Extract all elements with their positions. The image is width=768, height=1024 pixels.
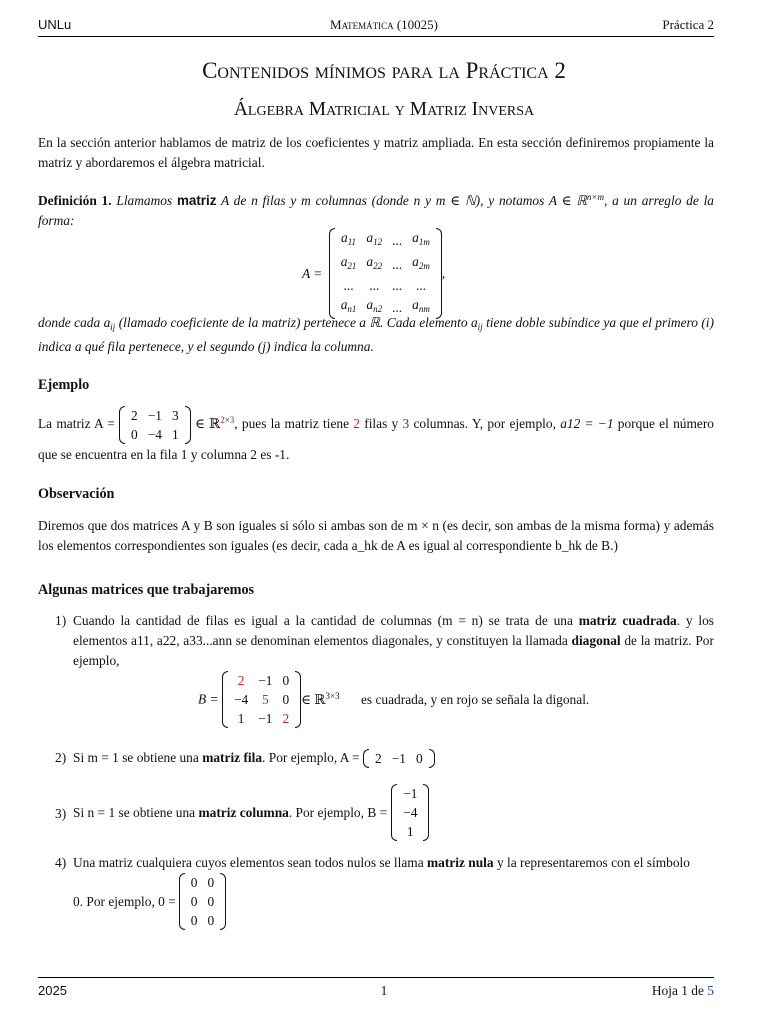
- item2-text-a: Si m = 1 se obtiene una: [73, 750, 199, 765]
- matrix-cell: 3: [171, 408, 179, 423]
- matrix-cell: $a_{12}$: [366, 230, 383, 247]
- example-text-e: columnas. Y, por ejemplo,: [413, 416, 556, 432]
- matrix-cell: 5: [261, 692, 269, 707]
- matrix-cell: $a_{11}$: [341, 230, 357, 247]
- item3-matrix: [398, 784, 422, 841]
- item2-bold: matriz fila: [202, 750, 263, 765]
- matrix-cell: ...: [343, 278, 354, 293]
- item3-num: 3): [55, 806, 67, 821]
- item1-in: ∈ ℝ: [301, 692, 326, 707]
- definition-after-sub: ij: [110, 322, 116, 332]
- matrix-cell: 2: [374, 751, 382, 767]
- item1-bold-a: matriz cuadrada: [578, 613, 677, 628]
- definition-matrix-lhs: A =: [302, 265, 323, 281]
- some-matrices-heading: Algunas matrices que trabajaremos: [38, 582, 255, 598]
- matrix-cell: 2: [237, 673, 245, 688]
- example-rows: 2: [353, 416, 360, 432]
- item1-caption: es cuadrada, y en rojo se señala la digonal.: [360, 691, 590, 707]
- definition-after-a: donde cada a: [38, 315, 111, 330]
- matrix-cell: ...: [392, 232, 403, 248]
- item1-text-a: Cuando la cantidad de filas es igual a la cantidad de columnas (m = n) se trata de una: [73, 613, 573, 628]
- matrix-cell: $a_{n2}$: [366, 297, 383, 314]
- matrix-cell: 1: [237, 711, 245, 726]
- item1-text-b: . y los elementos a11, a22, a33...ann se denominan elementos diagonales, y constituyen la llamada: [73, 613, 714, 648]
- matrix-cell: $a_{nm}$: [412, 297, 430, 314]
- matrix-cell: 0: [131, 427, 138, 442]
- example-sup-x: ×: [224, 415, 230, 426]
- example-paragraph: [38, 406, 714, 466]
- matrix-cell: $a_{21}$: [340, 254, 357, 271]
- example-text-b: ∈ ℝ: [194, 416, 221, 432]
- matrix-cell: 2: [131, 408, 138, 423]
- footer-left: 2025: [38, 983, 67, 998]
- footer-right-label: Hoja 1 de: [651, 983, 704, 998]
- matrix-cell: $a_{n1}$: [340, 297, 357, 314]
- example-sup-cols: 3: [229, 415, 235, 426]
- definition-term: matriz: [176, 193, 217, 208]
- item2-text-b: . Por ejemplo, A =: [262, 750, 360, 765]
- matrix-cell: −4: [403, 805, 418, 820]
- matrix-cell: 0: [415, 751, 423, 767]
- item2-num: 2): [55, 750, 67, 765]
- matrix-cell: ...: [392, 278, 403, 293]
- matrix-cell: 0: [207, 913, 215, 928]
- matrix-cell: ...: [415, 278, 427, 293]
- item1-text-c: de la matriz. Por ejemplo,: [73, 633, 714, 668]
- list-item-3: [55, 784, 714, 841]
- footer-page: 1: [380, 983, 388, 998]
- example-text-d: filas y: [364, 416, 399, 432]
- item3-text-a: Si n = 1 se obtiene una: [73, 804, 196, 820]
- example-heading: Ejemplo: [38, 377, 90, 393]
- example-text-f: porque el número que se encuentra en la fila 1 y columna 2 es -1.: [38, 416, 714, 462]
- item4-text-a: Una matriz cualquiera cuyos elementos sean todos nulos se llama: [73, 855, 424, 870]
- header-center: Matemática (10025): [330, 17, 438, 32]
- definition-text-a: Llamamos: [116, 193, 173, 208]
- example-a12: a12 = −1: [560, 416, 614, 432]
- item1-sup: 3×3: [325, 691, 340, 701]
- item1-num: 1): [55, 613, 67, 628]
- item3-bold: matriz columna: [198, 804, 289, 820]
- matrix-cell: −4: [147, 427, 162, 442]
- item4-text-b: y la representaremos con el símbolo: [496, 855, 690, 870]
- matrix-cell: 0: [207, 875, 215, 890]
- definition-after: [38, 313, 714, 357]
- item4-bold: matriz nula: [427, 855, 494, 870]
- matrix-cell: 1: [406, 824, 414, 839]
- example-text-a: La matriz A =: [38, 416, 115, 432]
- matrix-cell: −1: [147, 408, 162, 423]
- item4-matrix: [186, 873, 219, 930]
- example-cols: 3: [402, 416, 410, 432]
- matrix-cell: $a_{2m}$: [412, 254, 430, 271]
- matrix-cell: −4: [233, 692, 249, 707]
- matrix-cell: ...: [392, 256, 403, 272]
- item1-lhs: B =: [198, 691, 219, 707]
- definition-matrix: A = $a_{11}$ $a_{12}$ ... $a_{1m}$ $a_{21}$ $a_{22}$ ... $a_{2m}$ ... ... ... ... $a_{n1}$ $a_{n2}$ ... $a_{nm}$ ,: [302, 228, 445, 319]
- definition-matrix-table: [336, 228, 435, 319]
- footer-right: [652, 983, 714, 999]
- header-left: UNLu: [38, 17, 72, 32]
- header-rule: [38, 36, 714, 37]
- matrix-cell: 0: [190, 894, 198, 909]
- item1-matrix: [229, 671, 294, 728]
- matrix-cell: 0: [190, 913, 198, 928]
- definition-paragraph: [38, 187, 714, 231]
- matrix-cell: 0: [282, 673, 290, 688]
- matrix-cell: 0: [207, 894, 215, 909]
- definition-after-b: (llamado coeficiente de la matriz) pertenece a ℝ. Cada elemento a: [115, 315, 478, 330]
- list-item-4: [55, 853, 714, 930]
- item3-text-b: . Por ejemplo, B =: [288, 804, 388, 820]
- footer-total-link[interactable]: 5: [707, 983, 714, 998]
- matrix-cell: $a_{1m}$: [412, 230, 430, 247]
- list-item-2: [55, 748, 714, 768]
- observation-heading: Observación: [38, 486, 115, 502]
- definition-text-c: , a un arreglo de la forma:: [38, 193, 715, 228]
- definition-after-c: tiene doble subíndice ya que el primero (i) indica a qué fila pertenece, y el segundo (j) indica la columna.: [38, 315, 714, 354]
- matrix-cell: −1: [403, 786, 418, 801]
- intro-paragraph: En la sección anterior hablamos de matriz de los coeficientes y matriz ampliada. En esta sección definiremos propiamente la matriz y abordaremos el álgebra matricial.: [38, 135, 714, 170]
- matrix-cell: ...: [392, 299, 403, 315]
- list-item-1: [55, 611, 714, 671]
- matrix-cell: 0: [282, 692, 290, 707]
- definition-text-b: A de n filas y m columnas (donde n y m ∈ ℕ), y notamos A ∈ ℝ: [220, 193, 587, 208]
- footer-rule: [38, 977, 714, 978]
- example-sup-rows: 2: [220, 415, 225, 426]
- header-right: Práctica 2: [662, 17, 714, 32]
- item1-matrix-block: [198, 671, 589, 728]
- item4-text-c: 0. Por ejemplo, 0 =: [73, 893, 176, 909]
- definition-after-b-sub: ij: [477, 322, 483, 332]
- definition-sup: n×m: [586, 192, 604, 202]
- matrix-cell: ...: [369, 278, 380, 293]
- matrix-cell: −1: [391, 751, 406, 767]
- observation-text: Diremos que dos matrices A y B son iguales si sólo si ambas son de m × n (es decir, son ambas de la misma forma) y además los elementos correspondientes son iguales (es decir, cada a_hk de A es igual al correspondiente b_hk de B.): [38, 518, 714, 553]
- item2-matrix: [370, 749, 428, 768]
- example-text-c: , pues la matriz tiene: [234, 416, 350, 432]
- matrix-cell: −1: [258, 711, 273, 726]
- item1-bold-b: diagonal: [571, 633, 621, 648]
- item4-num: 4): [55, 855, 67, 870]
- matrix-cell: $a_{22}$: [366, 254, 383, 271]
- definition-label: Definición 1.: [38, 193, 112, 208]
- matrix-cell: 1: [171, 427, 179, 442]
- example-matrix: [126, 406, 184, 444]
- matrix-cell: 0: [190, 875, 198, 890]
- page-subtitle: Álgebra Matricial y Matriz Inversa: [233, 99, 535, 120]
- matrix-cell: −1: [258, 673, 273, 688]
- matrix-cell: 2: [282, 711, 290, 726]
- page-title: Contenidos mínimos para la Práctica 2: [202, 58, 566, 83]
